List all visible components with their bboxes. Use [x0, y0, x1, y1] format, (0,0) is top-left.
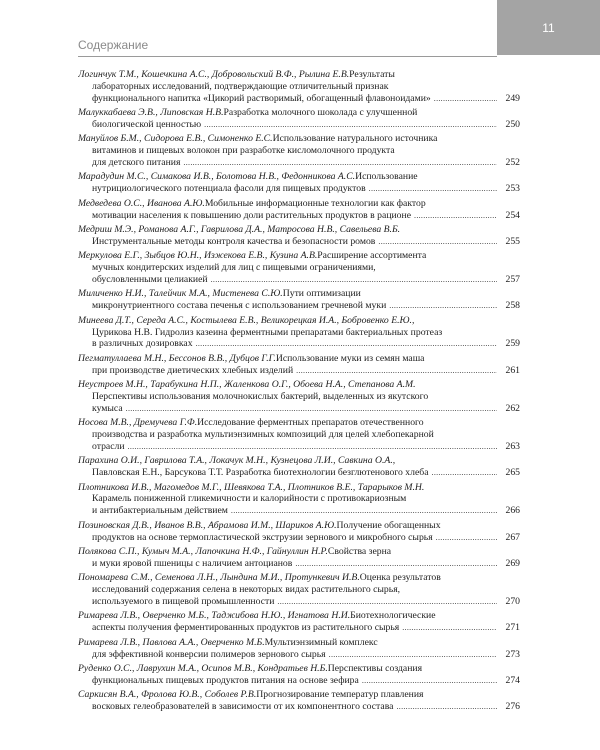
toc-authors: Руденко О.С., Лаврухин М.А., Осипов М.В., Кондратьев Н.Б.: [78, 663, 328, 675]
toc-page-number: 273: [505, 648, 520, 660]
toc-authors: Римарева Л.В., Оверченко М.Б., Таджибова Н.Ю., Игнатова Н.И.: [78, 610, 351, 622]
toc-title: исследований содержания селена в некоторых видах растительного сырья,: [92, 584, 401, 596]
dot-leader: [329, 649, 497, 661]
toc-authors: Медведева О.С., Иванова А.Ю.: [78, 197, 205, 209]
toc-title: кумыса: [92, 402, 123, 414]
toc-authors: Плотникова И.В., Магомедов М.Г., Шевякова Т.А., Плотников В.Е., Тарарыков М.Н.: [78, 481, 425, 493]
toc-authors: Малуккабаева Э.В., Липовская Н.В.: [78, 107, 224, 119]
toc-page-number: 253: [505, 183, 520, 195]
toc-line: [78, 596, 520, 608]
dot-leader: [432, 467, 497, 479]
toc-line: [78, 391, 520, 403]
toc-entry: [78, 250, 520, 286]
toc-title: Павловская Е.Н., Барсукова Т.Т. Разработка биотехнологии безглютенового хлеба: [92, 467, 429, 479]
toc-entry: [78, 689, 520, 713]
toc-entry: [78, 520, 520, 544]
toc-title: Исследование ферментных препаратов отечественного: [197, 417, 424, 429]
toc-title: отрасли: [92, 440, 125, 452]
toc-title: функционального напитка «Цикорий растворимый, обогащенный флавоноидами»: [92, 92, 431, 104]
toc-title: витаминов и пищевых волокон при разработке кисломолочного продукта: [92, 145, 395, 157]
toc-line: [78, 250, 520, 262]
toc-line: [78, 505, 520, 517]
toc-title: Использование: [355, 171, 418, 183]
toc-page-number: 261: [505, 364, 520, 376]
toc-page-number: 252: [505, 156, 520, 168]
toc-page-number: 255: [505, 235, 520, 247]
toc-line: [78, 584, 520, 596]
dot-leader: [211, 274, 497, 286]
toc-page-number: 258: [505, 300, 520, 312]
toc-entry: [78, 353, 520, 377]
toc-line: [78, 467, 520, 479]
dot-leader: [434, 93, 497, 105]
toc-line: [78, 610, 520, 622]
toc-line: [78, 145, 520, 157]
toc-authors: Неустроев М.Н., Тарабукина Н.П., Жаленкова О.Г., Обоева Н.А., Степанова А.М.: [78, 379, 416, 391]
toc-title: Инструментальные методы контроля качества и безопасности ромов: [92, 235, 376, 247]
toc-page-number: 276: [505, 701, 520, 713]
toc-line: [78, 210, 520, 222]
toc-title: микронутриентного состава печенья с использованием гречневой муки: [92, 300, 387, 312]
toc-authors: Меркулова Е.Г., Зыбцов Ю.Н., Изжекова Е.В., Кузина А.В.: [78, 250, 318, 262]
toc-authors: Саркисян В.А., Фролова Ю.В., Соболев Р.В.: [78, 689, 257, 701]
toc-entry: [78, 288, 520, 312]
toc-title: Результаты: [349, 69, 395, 80]
toc-page-number: 249: [505, 92, 520, 104]
toc-line: [78, 403, 520, 415]
toc-line: [78, 455, 520, 467]
toc-title: при производстве диетических хлебных изделий: [92, 364, 294, 376]
toc-title: Перспективы создания: [327, 663, 423, 675]
toc-title: Прогнозирование температур плавления: [256, 689, 424, 701]
toc-line: [78, 315, 520, 327]
toc-page-number: 250: [505, 118, 520, 130]
toc-line: [78, 198, 520, 210]
toc-line: [78, 689, 520, 701]
dot-leader: [296, 365, 497, 377]
toc-title: нутрициологического потенциала фасоли для пищевых продуктов: [92, 183, 366, 195]
toc-line: [78, 236, 520, 248]
toc-line: [78, 701, 520, 713]
toc-entry: [78, 482, 520, 518]
toc-entry: [78, 379, 520, 415]
toc-page-number: 265: [505, 467, 520, 479]
toc-authors: Римарева Л.В., Павлова А.А., Оверченко М.Б.: [78, 636, 265, 648]
toc-entry: [78, 637, 520, 661]
toc-title: Получение обогащенных: [336, 519, 441, 531]
toc-line: [78, 274, 520, 286]
toc-line: [78, 493, 520, 505]
dot-leader: [277, 596, 497, 608]
toc-entry: [78, 546, 520, 570]
dot-leader: [378, 236, 497, 248]
toc-title: функциональных пищевых продуктов питания на основе зефира: [92, 674, 359, 686]
toc-line: [78, 133, 520, 145]
toc-line: [78, 379, 520, 391]
dot-leader: [389, 300, 497, 312]
toc-title: продуктов на основе термопластической экструзии зернового и микробного сырья: [92, 531, 433, 543]
toc-page-number: 266: [505, 505, 520, 517]
toc-line: [78, 520, 520, 532]
dot-leader: [369, 183, 497, 195]
toc-title: Пути оптимизации: [282, 288, 361, 300]
toc-entry: [78, 171, 520, 195]
toc-line: [78, 482, 520, 494]
toc-title: Перспективы использования молочнокислых бактерий, выделенных из якутского: [92, 390, 429, 402]
toc-line: [78, 107, 520, 119]
toc-entry: [78, 572, 520, 608]
toc-title: Использование муки из семян маша: [275, 352, 425, 364]
toc-authors: Миличенко Н.И., Талейчик М.А., Мистенева С.Ю.: [78, 288, 283, 300]
page-number: 11: [542, 20, 555, 35]
toc-line: [78, 417, 520, 429]
toc-title: для эффективной конверсии полимеров зернового сырья: [92, 648, 326, 660]
header-divider: [78, 56, 497, 57]
dot-leader: [231, 505, 497, 517]
toc-title: используемого в пищевой промышленности: [92, 595, 275, 607]
dot-leader: [402, 622, 497, 634]
toc-line: [78, 300, 520, 312]
toc-line: [78, 224, 520, 236]
toc-line: [78, 546, 520, 558]
dot-leader: [196, 338, 497, 350]
toc-entry: [78, 610, 520, 634]
toc-line: [78, 441, 520, 453]
toc-authors: Носова М.В., Дремучева Г.Ф.: [78, 417, 198, 429]
dot-leader: [295, 558, 497, 570]
toc-page-number: 269: [505, 557, 520, 569]
toc-title: Расширение ассортимента: [317, 250, 427, 262]
toc-title: аспекты получения ферментированных продуктов из растительного сырья: [92, 622, 400, 634]
toc-page-number: 257: [505, 273, 520, 285]
toc-title: Свойства зерна: [327, 546, 392, 558]
toc-line: [78, 365, 520, 377]
toc-title: биологической ценностью: [92, 118, 202, 130]
section-title: Содержание: [78, 38, 149, 52]
toc-authors: Логинчук Т.М., Кошечкина А.С., Добровольский В.Ф., Рылина Е.В.: [78, 69, 350, 80]
toc-title: мучных кондитерских изделий для лиц с пищевыми ограничениями,: [92, 262, 376, 274]
toc-title: Разработка молочного шоколада с улучшенной: [223, 107, 418, 119]
toc-line: [78, 637, 520, 649]
toc-title: восковых гелеобразователей в зависимости от их компонентного состава: [92, 701, 394, 713]
toc-title: обусловленными целиакией: [92, 273, 208, 285]
toc-line: [78, 93, 520, 105]
toc-entry: [78, 198, 520, 222]
toc-page-number: 267: [505, 531, 520, 543]
toc-title: Мобильные информационные технологии как фактор: [204, 197, 426, 209]
toc-line: [78, 353, 520, 365]
toc-line: [78, 69, 520, 81]
toc-entry: [78, 224, 520, 248]
toc-title: и антибактериальным действием: [92, 505, 228, 517]
toc-entry: [78, 69, 520, 105]
toc-title: для детского питания: [92, 156, 181, 168]
toc-entry: [78, 417, 520, 453]
toc-entry: [78, 663, 520, 687]
toc-title: Карамель пониженной гликемичности и калорийности с противокариозным: [92, 493, 407, 505]
toc-page-number: 259: [505, 338, 520, 350]
toc-title: мотивации населения к повышению доли растительных продуктов в рационе: [92, 209, 412, 221]
toc-page-number: 271: [505, 622, 520, 634]
toc-authors: Парахина О.И., Гаврилова Т.А., Локачук М.Н., Кузнецова Л.И., Савкина О.А.,: [78, 455, 396, 467]
toc-authors: Медриш М.Э., Романова А.Г., Гаврилова Д.А., Матросова Н.В., Савельева В.Б.: [78, 224, 401, 236]
toc-title: и муки яровой пшеницы с наличием антоцианов: [92, 557, 293, 569]
toc-line: [78, 558, 520, 570]
dot-leader: [436, 532, 497, 544]
toc-authors: Позиновская Д.В., Иванов В.В., Абрамова И.М., Шариков А.Ю.: [78, 519, 337, 531]
toc-authors: Пегматуллаева М.Н., Бессонов В.В., Дубцов Г.Г.: [78, 352, 276, 364]
dot-leader: [396, 701, 497, 713]
toc-line: [78, 532, 520, 544]
table-of-contents: [78, 69, 520, 716]
dot-leader: [414, 210, 497, 222]
toc-title: производства и разработка мультиэнзимных композиций для целей хлебопекарной: [92, 429, 434, 441]
toc-line: [78, 622, 520, 634]
toc-page-number: 254: [505, 209, 520, 221]
toc-page-number: 270: [505, 595, 520, 607]
dot-leader: [126, 403, 497, 415]
toc-entry: [78, 107, 520, 131]
toc-entry: [78, 133, 520, 169]
toc-title: Использование натурального источника: [272, 133, 438, 145]
toc-line: [78, 572, 520, 584]
toc-page-number: 262: [505, 402, 520, 414]
toc-line: [78, 649, 520, 661]
toc-title: Биотехнологические: [350, 610, 436, 622]
toc-line: [78, 157, 520, 169]
toc-line: [78, 262, 520, 274]
toc-authors: Марадудин М.С., Симакова И.В., Болотова Н.В., Федонникова А.С.: [78, 171, 356, 183]
toc-line: [78, 663, 520, 675]
dot-leader: [362, 675, 497, 687]
dot-leader: [204, 119, 497, 131]
toc-line: [78, 675, 520, 687]
toc-line: [78, 171, 520, 183]
toc-line: [78, 81, 520, 93]
dot-leader: [183, 157, 497, 169]
toc-page-number: 263: [505, 440, 520, 452]
toc-line: [78, 327, 520, 339]
dot-leader: [128, 441, 497, 453]
toc-line: [78, 119, 520, 131]
toc-authors: Полякова С.П., Кумыч М.А., Лапочкина Н.Ф., Гайнуллин Н.Р.: [78, 546, 328, 558]
toc-title: в различных дозировках: [92, 338, 193, 350]
toc-page-number: 274: [505, 674, 520, 686]
page-number-tab: [497, 0, 600, 55]
toc-line: [78, 429, 520, 441]
toc-title: Цурикова Н.В. Гидролиз казеина ферментными препаратами бактериальных протеаз: [92, 326, 443, 338]
toc-title: Оценка результатов: [359, 572, 441, 584]
toc-line: [78, 338, 520, 350]
toc-line: [78, 183, 520, 195]
toc-authors: Минеева Д.Т., Середа А.С., Костылева Е.В., Великорецкая И.А., Бобровенко Е.Ю.,: [78, 314, 415, 326]
toc-authors: Мануйлов Б.М., Сидорова Е.В., Симоненко Е.С.: [78, 133, 273, 145]
toc-entry: [78, 315, 520, 351]
toc-authors: Пономарева С.М., Семенова Л.Н., Лындина М.И., Протункевич И.В.: [78, 572, 360, 584]
toc-title: Мультиэнзимный комплекс: [264, 636, 378, 648]
toc-line: [78, 288, 520, 300]
toc-title: лабораторных исследований, подтверждающие отличительный признак: [92, 80, 389, 92]
toc-entry: [78, 455, 520, 479]
